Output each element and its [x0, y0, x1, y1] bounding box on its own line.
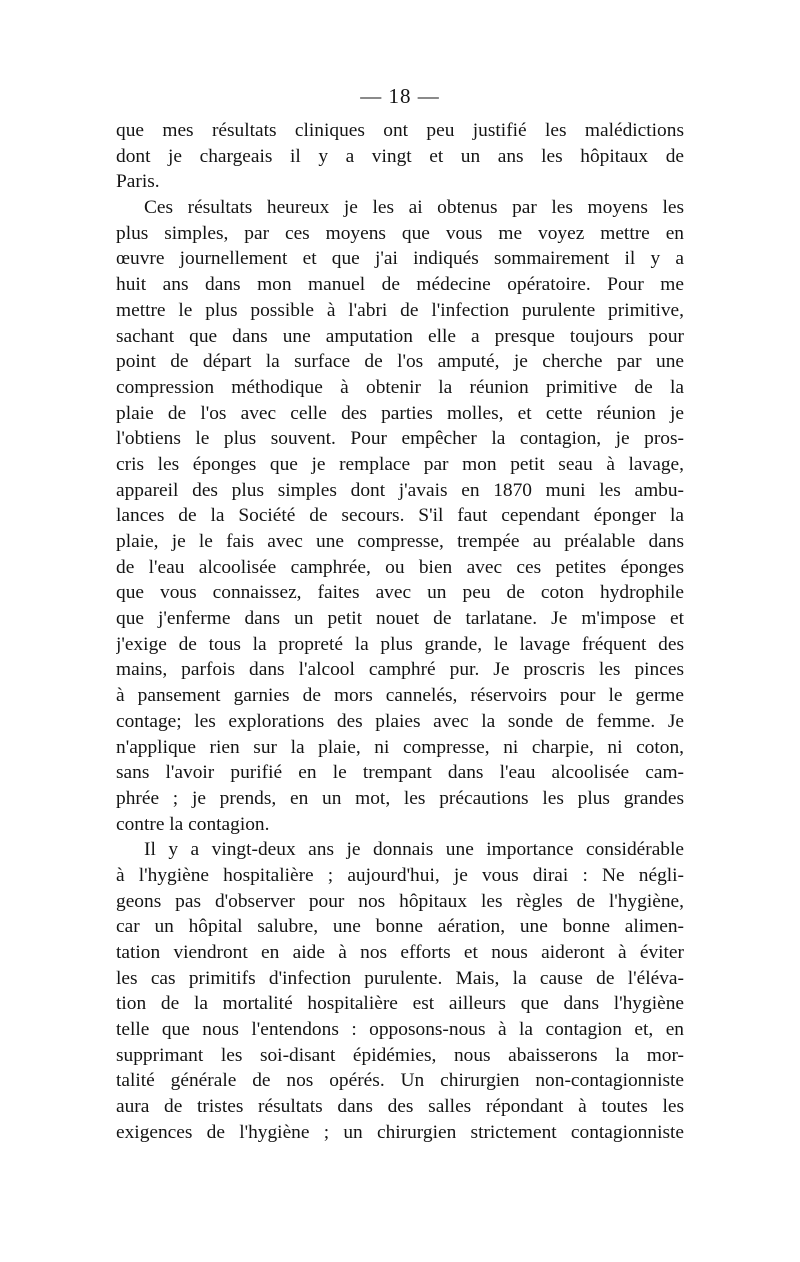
text-line: n'applique rien sur la plaie, ni compresse, ni charpie, ni coton, [116, 736, 684, 758]
text-line: à pansement garnies de mors cannelés, réservoirs pour le germe [116, 685, 684, 707]
text-line: Paris. [116, 171, 160, 193]
text-line: huit ans dans mon manuel de médecine opératoire. Pour me [116, 274, 684, 296]
text-line: Ces résultats heureux je les ai obtenus par les moyens les [144, 197, 684, 219]
text-line: supprimant les soi-disant épidémies, nous abaisserons la mor- [116, 1044, 684, 1066]
paragraph-2 [116, 195, 684, 837]
text-line: contre la contagion. [116, 813, 270, 835]
text-line: mains, parfois dans l'alcool camphré pur. Je proscris les pinces [116, 659, 684, 681]
text-line: compression méthodique à obtenir la réunion primitive de la [116, 376, 684, 398]
text-line: mettre le plus possible à l'abri de l'infection purulente primitive, [116, 299, 684, 321]
page-number: — 18 — [360, 84, 440, 108]
text-line: Il y a vingt-deux ans je donnais une importance considérable [144, 839, 684, 861]
paragraph-3 [116, 837, 684, 1145]
paragraph-1 [116, 118, 684, 195]
text-line: point de départ la surface de l'os amputé, je cherche par une [116, 351, 684, 373]
text-line: tion de la mortalité hospitalière est ailleurs que dans l'hygiène [116, 993, 684, 1015]
text-line: geons pas d'observer pour nos hôpitaux les règles de l'hygiène, [116, 890, 684, 912]
text-line: dont je chargeais il y a vingt et un ans les hôpitaux de [116, 145, 684, 167]
text-line: telle que nous l'entendons : opposons-nous à la contagion et, en [116, 1019, 684, 1041]
text-line: plaie de l'os avec celle des parties molles, et cette réunion je [116, 402, 684, 424]
text-line: phrée ; je prends, en un mot, les précautions les plus grandes [116, 787, 684, 809]
text-line: contage; les explorations des plaies avec la sonde de femme. Je [116, 710, 684, 732]
text-line: que mes résultats cliniques ont peu justifié les malédictions [116, 120, 684, 141]
text-line: exigences de l'hygiène ; un chirurgien strictement contagionniste [116, 1121, 684, 1143]
text-line: plus simples, par ces moyens que vous me voyez mettre en [116, 222, 684, 244]
text-line: œuvre journellement et que j'ai indiqués sommairement il y a [116, 248, 684, 270]
text-line: lances de la Société de secours. S'il faut cependant éponger la [116, 505, 684, 527]
text-line: j'exige de tous la propreté la plus grande, le lavage fréquent des [116, 633, 684, 655]
text-line: les cas primitifs d'infection purulente. Mais, la cause de l'éléva- [116, 967, 684, 989]
text-line: de l'eau alcoolisée camphrée, ou bien avec ces petites éponges [116, 556, 684, 578]
body-text [116, 118, 684, 1146]
text-line: que j'enferme dans un petit nouet de tarlatane. Je m'impose et [116, 608, 684, 630]
text-line: car un hôpital salubre, une bonne aération, une bonne alimen- [116, 916, 684, 938]
text-line: cris les éponges que je remplace par mon petit seau à lavage, [116, 453, 684, 475]
text-line: tation viendront en aide à nos efforts et nous aideront à éviter [116, 942, 684, 963]
text-line: plaie, je le fais avec une compresse, trempée au préalable dans [116, 531, 684, 552]
text-line: sachant que dans une amputation elle a presque toujours pour [116, 325, 684, 347]
text-line: talité générale de nos opérés. Un chirurgien non-contagionniste [116, 1070, 684, 1092]
text-line: appareil des plus simples dont j'avais en 1870 muni les ambu- [116, 479, 684, 501]
text-line: que vous connaissez, faites avec un peu de coton hydrophile [116, 582, 684, 604]
text-line: aura de tristes résultats dans des salles répondant à toutes les [116, 1096, 684, 1118]
text-line: sans l'avoir purifié en le trempant dans l'eau alcoolisée cam- [116, 762, 684, 784]
text-line: l'obtiens le plus souvent. Pour empêcher la contagion, je pros- [116, 428, 684, 450]
text-line: à l'hygiène hospitalière ; aujourd'hui, je vous dirai : Ne négli- [116, 864, 684, 886]
